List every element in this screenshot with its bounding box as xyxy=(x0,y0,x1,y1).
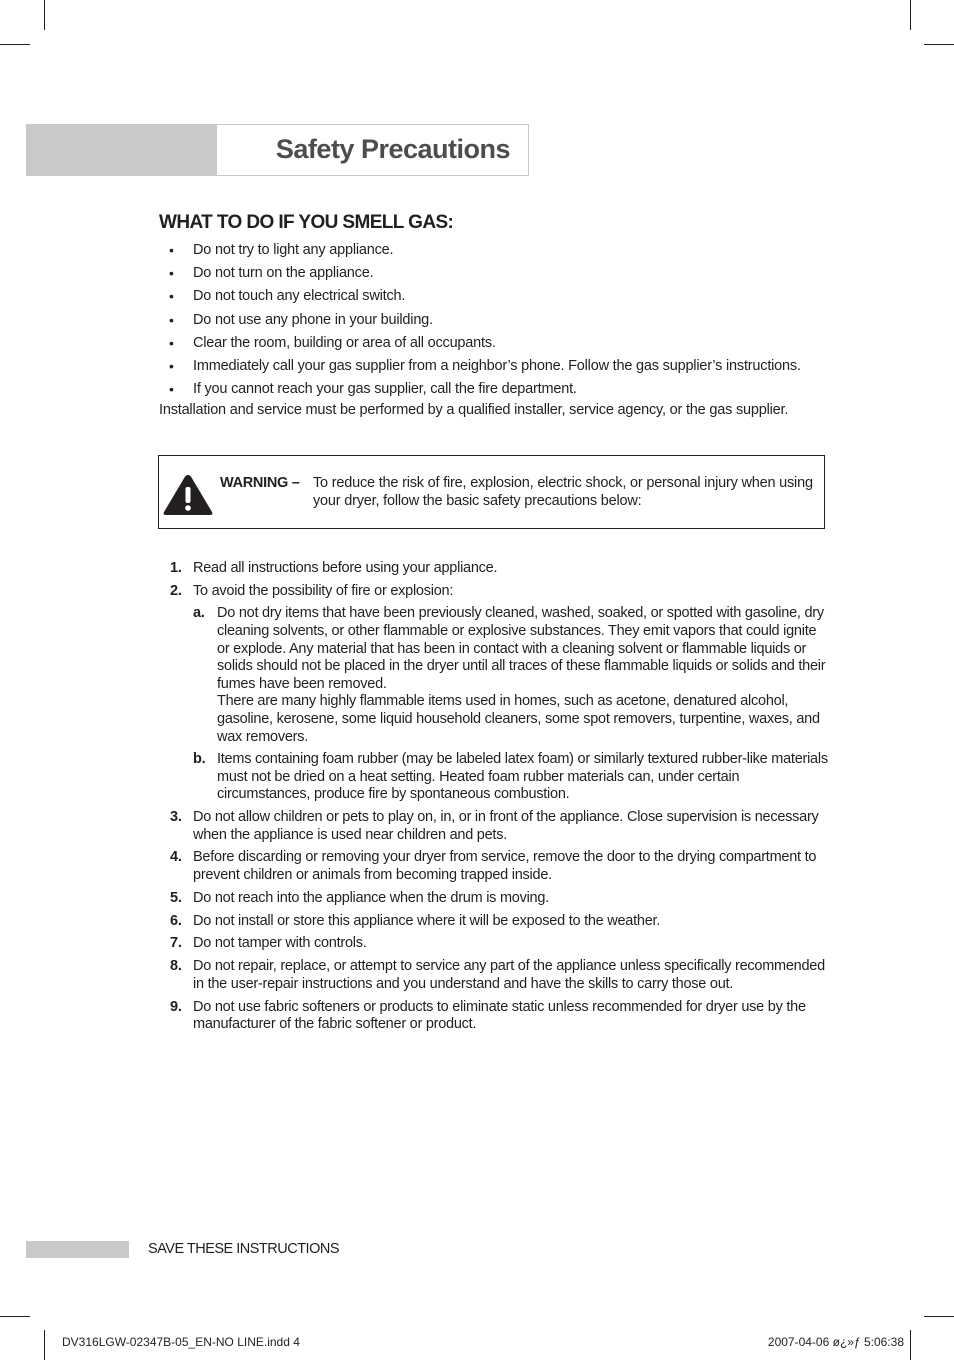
crop-mark xyxy=(924,44,954,45)
sub-list-item: b. Items containing foam rubber (may be labeled latex foam) or similarly textured rubber-like materials must not be dried on a heat setting. Heated foam rubber materials can, under certain circumstances, produce fire by spontaneous combustion. xyxy=(193,751,828,803)
footer-text: SAVE THESE INSTRUCTIONS xyxy=(148,1241,339,1257)
sub-list xyxy=(193,605,829,804)
header-band xyxy=(26,124,217,176)
crop-mark xyxy=(910,0,911,30)
bullet-icon: • xyxy=(169,242,174,258)
bullet-icon: • xyxy=(169,265,174,282)
crop-mark xyxy=(44,1330,45,1360)
list-item: 4. Before discarding or removing your dryer from service, remove the door to the drying compartment to prevent children or animals from becoming trapped inside. xyxy=(170,849,817,884)
bullet-icon: • xyxy=(169,311,174,328)
print-slug-file: DV316LGW-02347B-05_EN-NO LINE.indd 4 xyxy=(62,1335,300,1349)
crop-mark xyxy=(0,44,30,45)
bullet-icon: • xyxy=(169,334,174,351)
list-item: • Do not try to light any appliance. xyxy=(169,242,394,258)
sub-list-item: a. Do not dry items that have been previously cleaned, washed, soaked, or spotted with gasoline, dry cleaning solvents, or other flammable or explosive substances. They emit vapors that could ignite or explode. Any material that has been in contact with a cleaning solvent or flammable liquids or solids should not be placed in the dryer until all traces of these flammable liquids or solids and their fumes have been removed. There are many highly flammable items used in homes, such as acetone, denatured alcohol, gasoline, kerosene, some liquid household cleaners, some spot removers, turpentine, waxes, and wax removers. xyxy=(193,605,826,745)
list-item: 6. Do not install or store this appliance where it will be exposed to the weather. xyxy=(170,912,661,929)
warning-label: WARNING – xyxy=(220,475,300,491)
warning-text: To reduce the risk of fire, explosion, electric shock, or personal injury when using your dryer, follow the basic safety precautions below: xyxy=(313,475,813,509)
bullet-icon: • xyxy=(169,357,174,374)
list-item: • Clear the room, building or area of all occupants. xyxy=(169,334,496,351)
list-item: • Do not touch any electrical switch. xyxy=(169,288,406,305)
list-item: 8. Do not repair, replace, or attempt to service any part of the appliance unless specifically recommended in the user-repair instructions and you understand and have the skills to carry those out. xyxy=(170,958,825,992)
list-item: 3. Do not allow children or pets to play on, in, or in front of the appliance. Close supervision is necessary when the appliance is used near children and pets. xyxy=(170,809,819,843)
installation-note: Installation and service must be performed by a qualified installer, service agency, or the gas supplier. xyxy=(159,402,789,418)
list-item: 2. To avoid the possibility of fire or explosion: a. Do not dry items that have been previously cleaned, washed, soaked, or spotted with gasoline, dry cleaning solvents, or other flammable or explosive substances. They emit vapors that could ignite or explode. Any material that has been in contact with a cleaning solvent or flammable liquids or solids should not be placed in the dryer until all traces of these flammable liquids or solids and their fumes have been removed. There are many highly flammable items used in homes, such as acetone, denatured alcohol, gasoline, kerosene, some liquid household cleaners, some spot removers, turpentine, waxes, and wax removers. b. Items containing foam rubber (may be labeled latex foam) or similarly textured rubber-like materials must not be dried on a heat setting. Heated foam rubber materials can, under certain circumstances, produce fire by spontaneous combustion. xyxy=(170,582,828,803)
list-item: 7. Do not tamper with controls. xyxy=(170,935,367,952)
list-item: 5. Do not reach into the appliance when the drum is moving. xyxy=(170,889,549,906)
warning-box xyxy=(158,455,825,529)
crop-mark xyxy=(924,1316,954,1317)
list-item: 1. Read all instructions before using your appliance. xyxy=(170,560,498,576)
page-title: Safety Precautions xyxy=(275,134,510,164)
list-item: • Do not use any phone in your building. xyxy=(169,311,433,328)
list-item: • Do not turn on the appliance. xyxy=(169,265,374,282)
instruction-list xyxy=(159,560,829,1039)
gas-bullet-list xyxy=(159,240,829,402)
list-item: • If you cannot reach your gas supplier, call the fire department. xyxy=(169,381,577,398)
footer-band xyxy=(26,1241,129,1258)
list-item: • Immediately call your gas supplier from a neighbor’s phone. Follow the gas supplier’s instructions. xyxy=(169,357,801,374)
list-item: 9. Do not use fabric softeners or products to eliminate static unless recommended for dryer use by the manufacturer of the fabric softener or product. xyxy=(170,998,806,1033)
warning-triangle-icon xyxy=(162,472,214,518)
bullet-icon: • xyxy=(169,381,174,398)
bullet-icon: • xyxy=(169,288,174,305)
crop-mark xyxy=(910,1330,911,1360)
section-heading: WHAT TO DO IF YOU SMELL GAS: xyxy=(159,212,454,233)
crop-mark xyxy=(44,0,45,30)
crop-mark xyxy=(0,1316,30,1317)
print-slug-date: 2007-04-06 ø¿»ƒ 5:06:38 xyxy=(767,1335,904,1349)
header-title-box xyxy=(217,124,529,176)
